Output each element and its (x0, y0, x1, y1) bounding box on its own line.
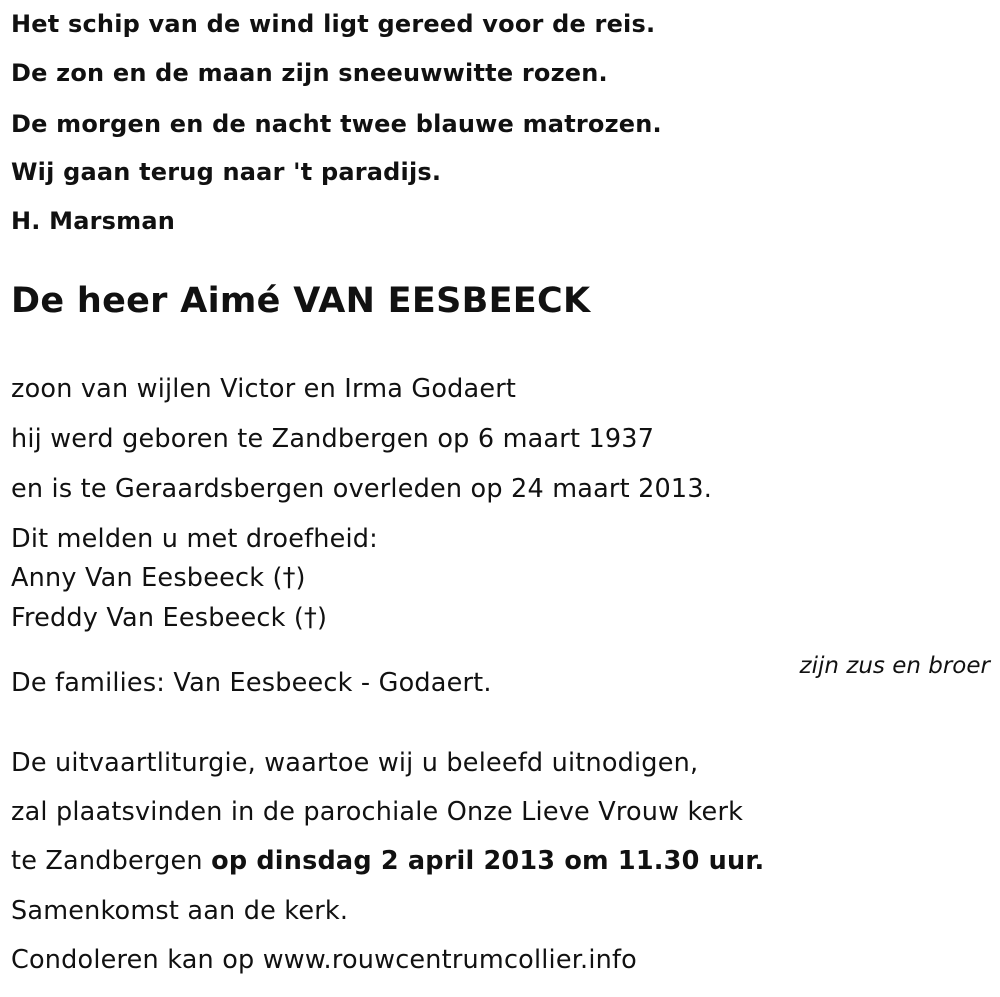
gathering: Samenkomst aan de kerk. (11, 896, 349, 926)
funeral-line-2: zal plaatsvinden in de parochiale Onze Lieve Vrouw kerk (11, 797, 744, 827)
deceased-parents: zoon van wijlen Victor en Irma Godaert (11, 374, 517, 404)
poem-author: H. Marsman (11, 207, 176, 235)
families: De families: Van Eesbeeck - Godaert. (11, 668, 492, 698)
announcement-intro: Dit melden u met droefheid: (11, 524, 378, 554)
funeral-location: te Zandbergen (11, 846, 212, 876)
funeral-line-1: De uitvaartliturgie, waartoe wij u beleefd uitnodigen, (11, 748, 699, 778)
siblings-note: zijn zus en broer (799, 653, 990, 679)
sibling-1: Anny Van Eesbeeck (†) (11, 563, 306, 593)
poem-line-2: De zon en de maan zijn sneeuwwitte rozen. (11, 59, 608, 87)
deceased-born: hij werd geboren te Zandbergen op 6 maart 1937 (11, 424, 655, 454)
condolence: Condoleren kan op www.rouwcentrumcollier.info (11, 945, 637, 975)
deceased-name: De heer Aimé VAN EESBEECK (11, 281, 591, 321)
funeral-datetime: op dinsdag 2 april 2013 om 11.30 uur. (211, 846, 765, 876)
sibling-2: Freddy Van Eesbeeck (†) (11, 603, 328, 633)
funeral-line-3 (11, 846, 764, 876)
poem-line-3: De morgen en de nacht twee blauwe matrozen. (11, 110, 662, 138)
deceased-died: en is te Geraardsbergen overleden op 24 maart 2013. (11, 474, 713, 504)
poem-line-1: Het schip van de wind ligt gereed voor de reis. (11, 10, 656, 38)
poem-line-4: Wij gaan terug naar 't paradijs. (11, 158, 442, 186)
